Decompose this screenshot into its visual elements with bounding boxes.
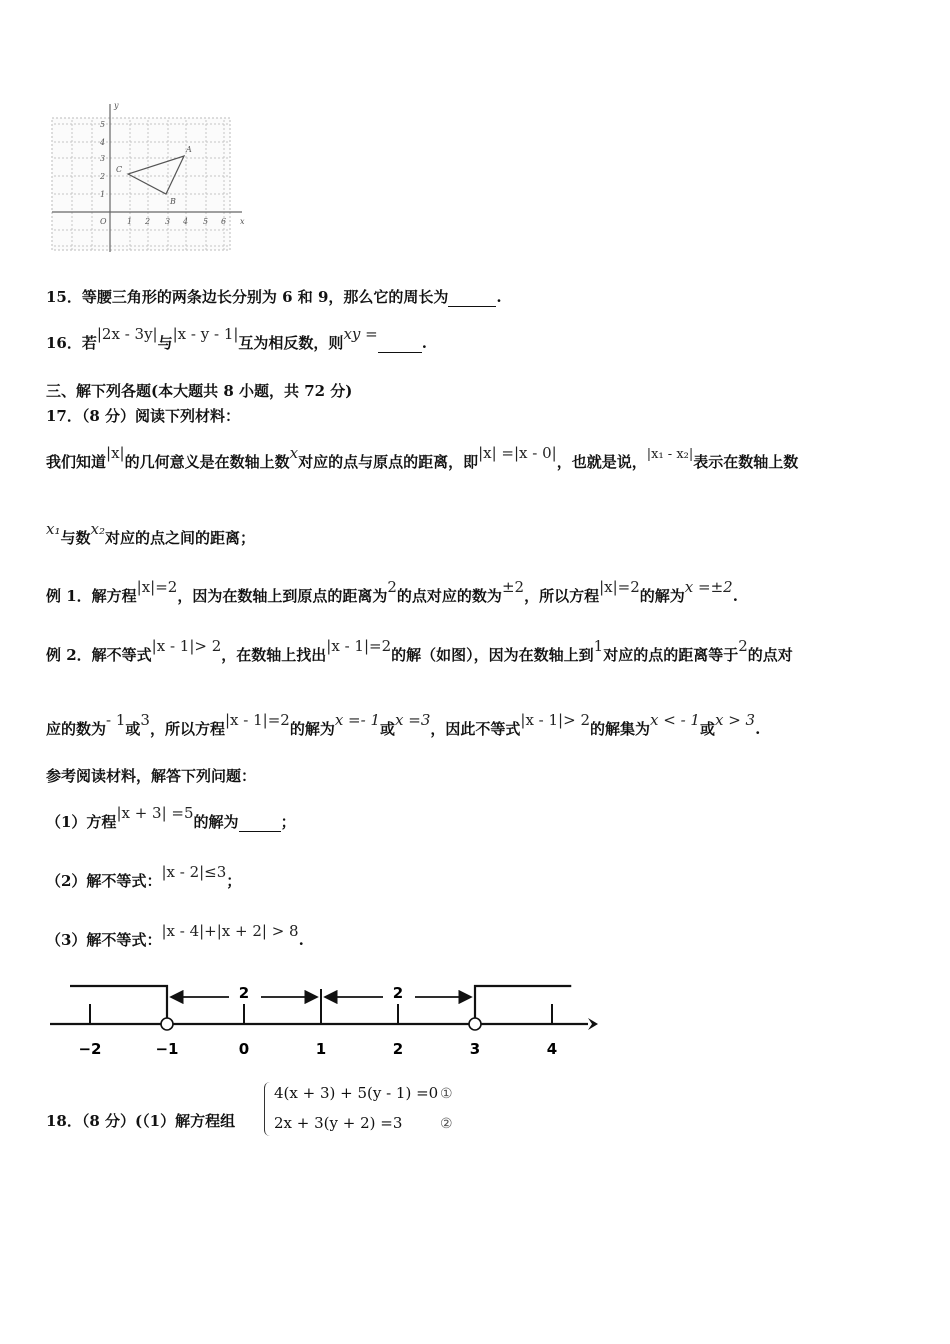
- sub3-text: .: [298, 931, 304, 949]
- example-2-line-2: [46, 711, 761, 739]
- point-b-label: B: [170, 197, 176, 206]
- x-tick-label: 3: [165, 217, 171, 226]
- number-line-tick-label: −1: [155, 1040, 179, 1058]
- ex2b-math: - 1: [106, 711, 126, 729]
- q17-p1-text: 我们知道: [46, 453, 107, 471]
- solution-region-left: [70, 986, 167, 1024]
- q17-p2-text: 与数: [60, 529, 91, 547]
- y-tick-label: 3: [100, 154, 106, 163]
- q17-p1-math: |x|: [106, 444, 125, 462]
- solution-region-right: [475, 986, 571, 1024]
- sub1-answer-blank: [239, 813, 281, 832]
- y-tick-label: 4: [100, 138, 106, 147]
- q15-text: 15．等腰三角形的两条边长分别为 6 和 9，那么它的周长为: [46, 288, 449, 306]
- q16-expr3: xy =: [343, 325, 378, 343]
- ex1-math: ±2: [501, 578, 525, 596]
- number-line-tick-label: 2: [392, 1040, 404, 1058]
- question-18: [46, 1110, 235, 1131]
- q17-p1-text: 的几何意义是在数轴上数: [124, 453, 290, 471]
- open-point: [161, 1018, 173, 1030]
- number-line-figure: [40, 975, 600, 1065]
- ex2b-math: x < - 1: [650, 711, 700, 729]
- coordinate-grid-figure: [48, 100, 248, 255]
- ex2b-math: |x - 1|> 2: [520, 711, 590, 729]
- distance-label-right: 2: [392, 984, 404, 1002]
- q16-expr2: |x - y - 1|: [172, 325, 239, 343]
- q16-answer-blank: [378, 334, 422, 353]
- q17-p2-math: x₂: [90, 520, 105, 538]
- x-tick-label: 5: [203, 217, 209, 226]
- q17-p1-text: 对应的点与原点的距离，即: [298, 453, 479, 471]
- y-axis-label: y: [114, 101, 119, 110]
- ex1-math: |x|=2: [599, 578, 640, 596]
- ex2b-math: x =3: [395, 711, 431, 729]
- section-3-heading: 三、解下列各题(本大题共 8 小题，共 72 分): [46, 382, 353, 400]
- number-line-tick-label: 0: [238, 1040, 250, 1058]
- sub1-text: 的解为: [193, 813, 239, 831]
- x-tick-label: 1: [127, 217, 133, 226]
- q17-para-1: [46, 444, 799, 472]
- ex2b-text: .: [755, 720, 761, 738]
- example-1: [46, 578, 738, 606]
- ex1-math: 2: [387, 578, 397, 596]
- y-tick-label: 1: [100, 190, 106, 199]
- sub1-text: （1）方程: [46, 813, 117, 831]
- sub2-text: （2）解不等式：: [46, 872, 162, 890]
- ex2b-math: x > 3: [714, 711, 756, 729]
- sub-question-3: [46, 922, 304, 950]
- ex2b-text: 或: [699, 720, 715, 738]
- q16-suffix: 互为相反数，则: [238, 334, 344, 352]
- x-axis-label: x: [240, 217, 245, 226]
- number-line-tick-label: −2: [78, 1040, 102, 1058]
- point-a-label: A: [186, 145, 192, 154]
- q17-p1-text: ，也就是说，: [556, 453, 647, 471]
- ex2b-math: x =- 1: [334, 711, 381, 729]
- ex2b-math: |x - 1|=2: [224, 711, 290, 729]
- ex2-math: 1: [593, 637, 604, 655]
- x-tick-label: 2: [145, 217, 151, 226]
- ex2-math: 2: [738, 637, 748, 655]
- ex1-text: 例 1．解方程: [46, 587, 137, 605]
- equation-mark-2: ②: [440, 1116, 453, 1132]
- ex2-text: 的解（如图），因为在数轴上到: [391, 646, 594, 664]
- y-tick-label: 2: [100, 172, 106, 181]
- question-15: [46, 286, 502, 307]
- q16-end: .: [421, 334, 427, 352]
- sub3-text: （3）解不等式：: [46, 931, 162, 949]
- question-16: [46, 325, 427, 353]
- q17-p1-math: |x| =|x - 0|: [478, 444, 557, 462]
- q16-expr1: |2x - 3y|: [96, 325, 158, 343]
- ex1-text: .: [732, 587, 738, 605]
- q17-p1-math: x: [289, 444, 299, 462]
- q16-prefix: 16．若: [46, 334, 97, 352]
- x-tick-label: 4: [183, 217, 189, 226]
- sub1-text: ；: [280, 813, 296, 831]
- y-tick-label: 5: [100, 120, 106, 129]
- ex1-text: 的点对应的数为: [396, 587, 502, 605]
- ex2-math: |x - 1|=2: [326, 637, 392, 655]
- q17-para-2: [46, 520, 255, 548]
- ex1-text: ，所以方程: [524, 587, 600, 605]
- ex2b-text: 应的数为: [46, 720, 107, 738]
- q18-prefix: 18．（8 分）(（1）解方程组: [46, 1112, 236, 1130]
- ex2b-text: ，因此不等式: [430, 720, 521, 738]
- origin-label: O: [100, 217, 107, 226]
- q17-p2-math: x₁: [46, 520, 61, 538]
- ex2-text: ，在数轴上找出: [221, 646, 327, 664]
- system-brace: [264, 1082, 271, 1136]
- sub1-math: |x + 3| =5: [116, 804, 194, 822]
- ex2b-math: 3: [140, 711, 150, 729]
- ex1-text: 的解为: [639, 587, 685, 605]
- ex2-text: 的点对: [747, 646, 793, 664]
- open-point: [469, 1018, 481, 1030]
- sub2-math: |x - 2|≤3: [161, 863, 227, 881]
- number-line-tick-label: 1: [315, 1040, 327, 1058]
- ex2b-text: 的解集为: [590, 720, 651, 738]
- ex2b-text: 或: [380, 720, 396, 738]
- ex2b-text: 的解为: [289, 720, 335, 738]
- reference-instruction: 参考阅读材料，解答下列问题：: [46, 767, 257, 785]
- sub-question-2: [46, 863, 242, 891]
- x-tick-label: 6: [221, 217, 227, 226]
- ex1-math: x =±2: [684, 578, 733, 596]
- system-equation-1: 4(x + 3) + 5(y - 1) =0: [274, 1084, 439, 1102]
- point-c-label: C: [116, 165, 123, 174]
- ex2-math: |x - 1|> 2: [151, 637, 222, 655]
- number-line-arrowhead: [588, 1018, 598, 1030]
- sub3-math: |x - 4|+|x + 2| > 8: [161, 922, 299, 940]
- q17-p1-math: |x₁ - x₂|: [646, 447, 694, 462]
- system-equation-2: 2x + 3(y + 2) =3: [274, 1114, 403, 1132]
- ex2b-text: ，所以方程: [149, 720, 225, 738]
- ex2-text: 对应的点的距离等于: [603, 646, 739, 664]
- sub2-text: ；: [226, 872, 242, 890]
- distance-label-left: 2: [238, 984, 250, 1002]
- q16-mid: 与: [157, 334, 173, 352]
- ex2-text: 例 2．解不等式: [46, 646, 152, 664]
- q15-answer-blank: [448, 288, 496, 307]
- q15-end: .: [496, 288, 502, 306]
- number-line-tick-label: 4: [546, 1040, 558, 1058]
- equation-mark-1: ①: [440, 1086, 453, 1102]
- example-2-line-1: [46, 637, 793, 665]
- q17-header: 17．（8 分）阅读下列材料：: [46, 407, 241, 425]
- q17-p2-text: 对应的点之间的距离；: [104, 529, 255, 547]
- ex2b-text: 或: [125, 720, 141, 738]
- ex1-text: ，因为在数轴上到原点的距离为: [177, 587, 388, 605]
- sub-question-1: [46, 804, 296, 832]
- ex1-math: |x|=2: [136, 578, 178, 596]
- q17-p1-text: 表示在数轴上数: [693, 453, 799, 471]
- number-line-tick-label: 3: [469, 1040, 481, 1058]
